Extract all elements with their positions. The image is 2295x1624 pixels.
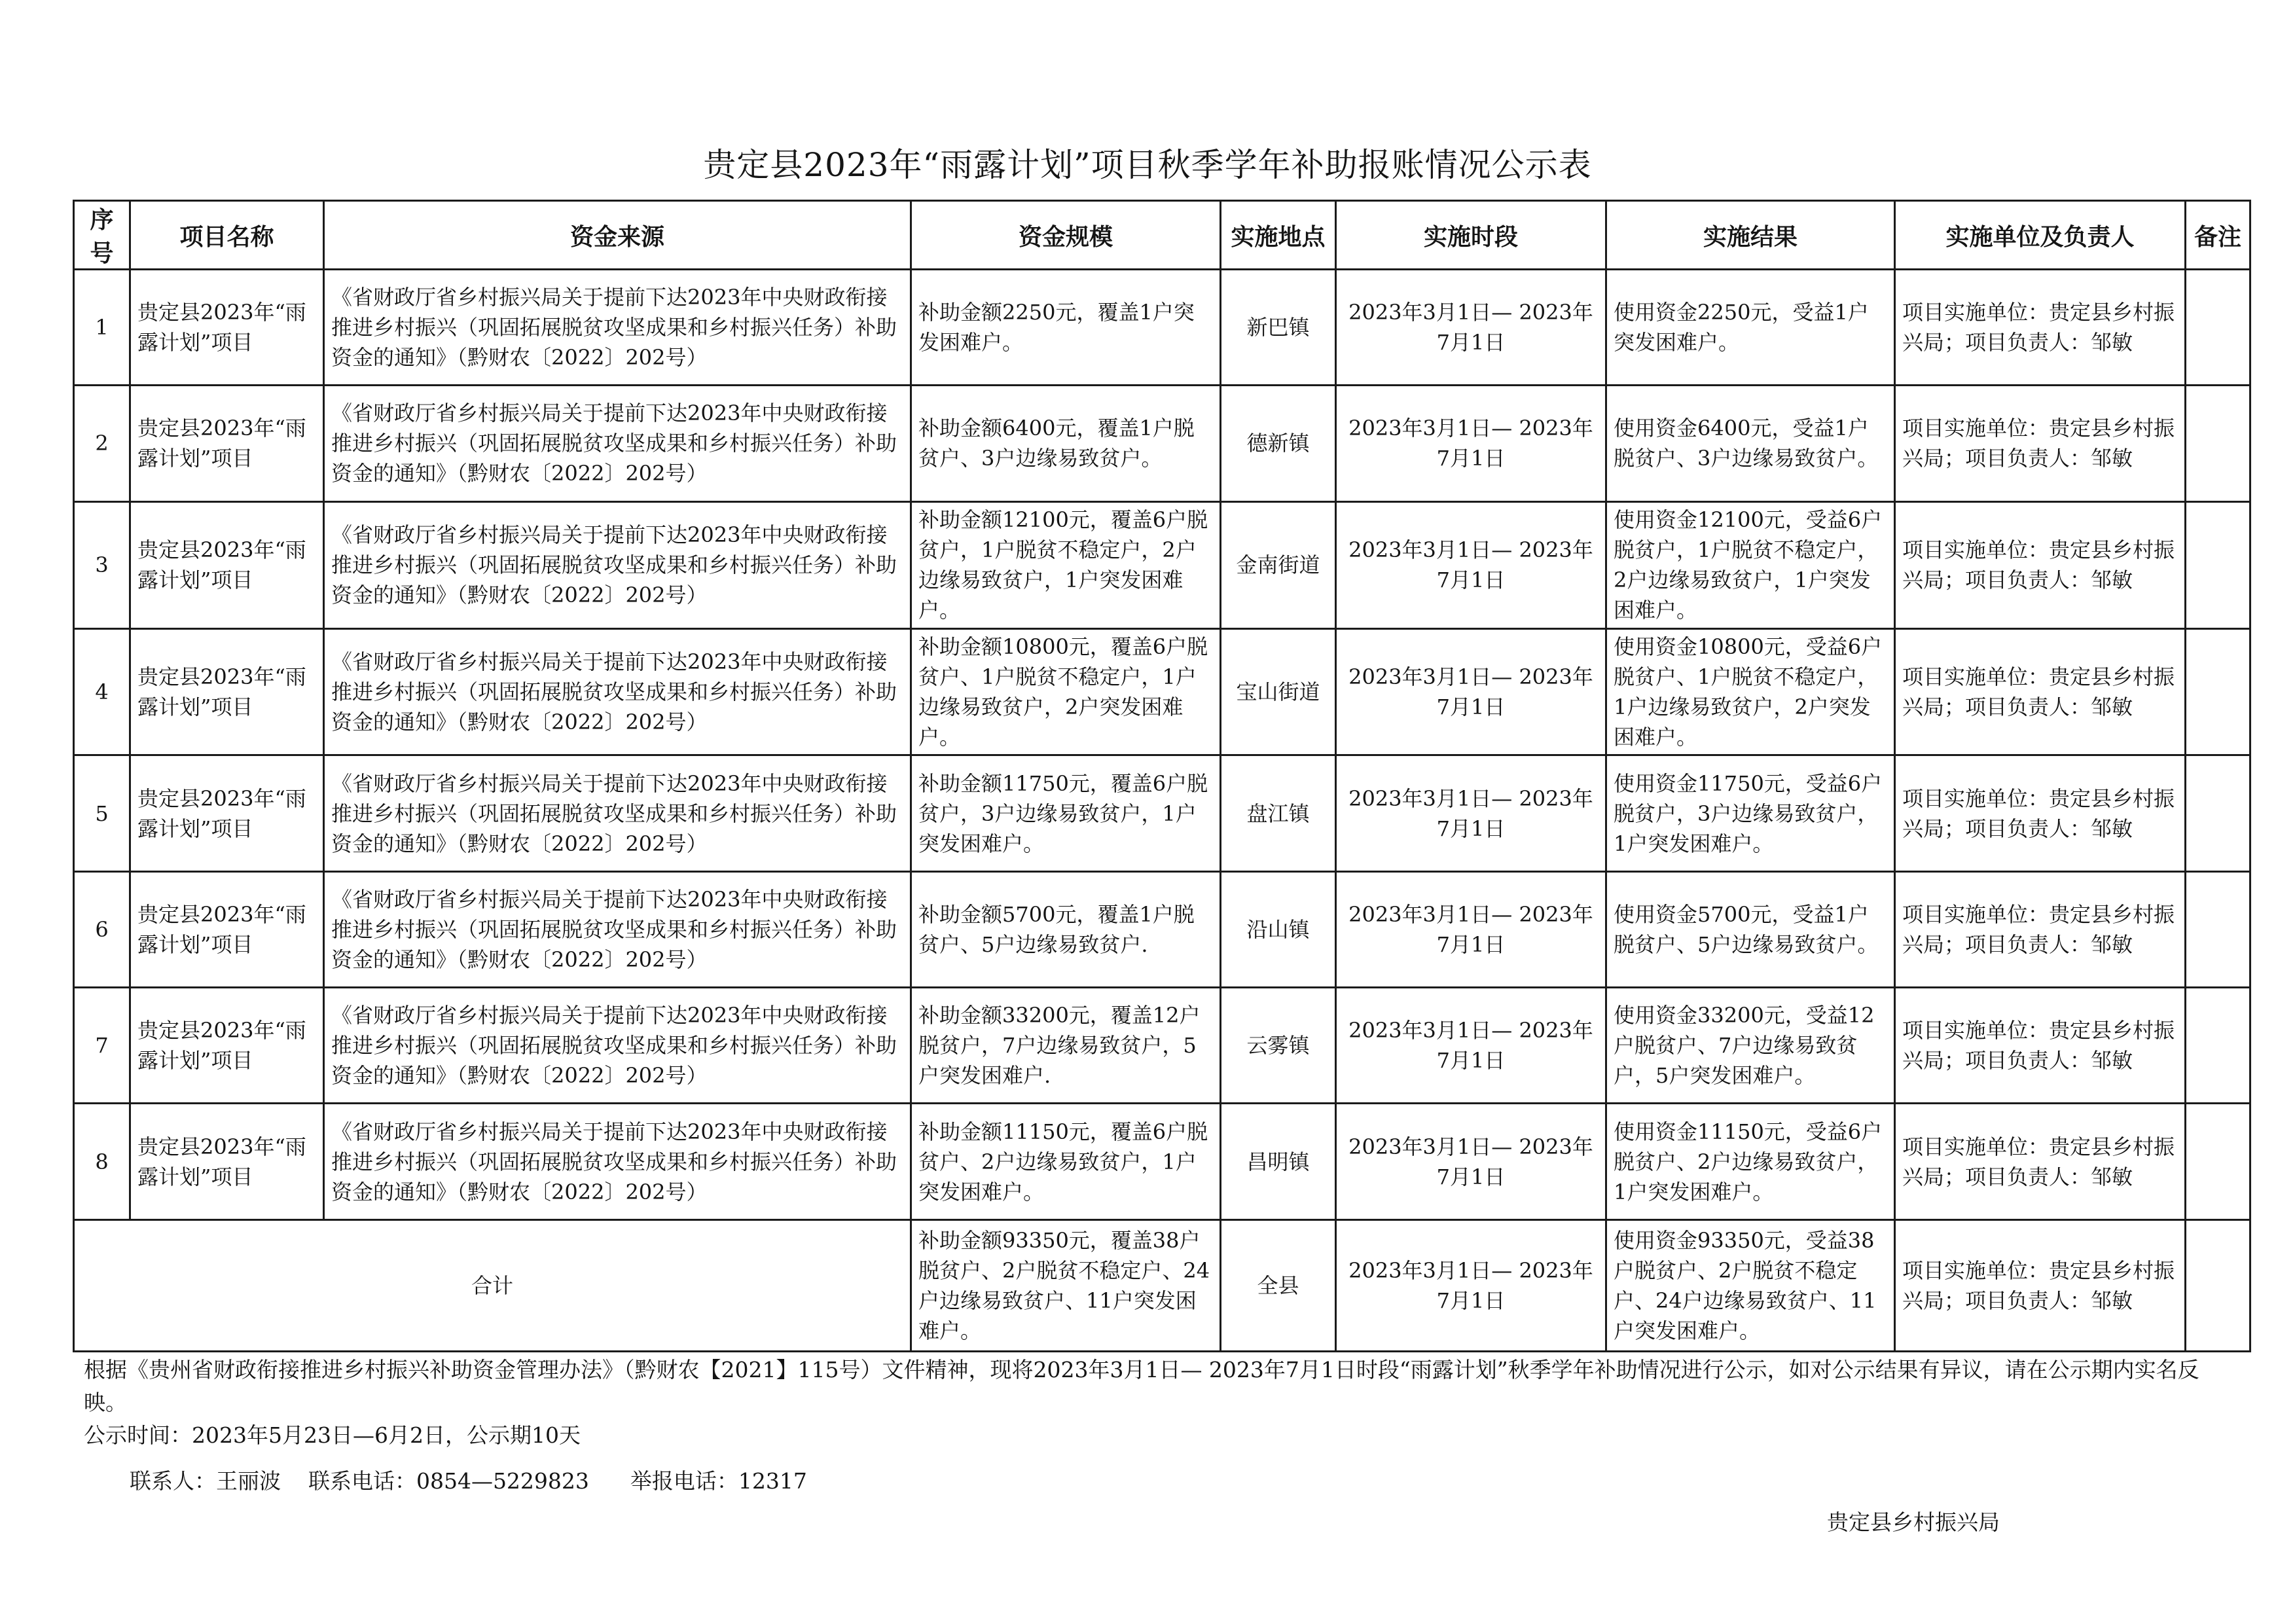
cell-project: 贵定县2023年“雨露计划”项目 [130,386,324,501]
cell-scale: 补助金额6400元，覆盖1户脱贫户、3户边缘易致贫户。 [911,386,1221,501]
cell-project: 贵定县2023年“雨露计划”项目 [130,871,324,987]
cell-seq: 6 [74,871,130,987]
cell-remark [2186,386,2250,501]
cell-unit: 项目实施单位：贵定县乡村振兴局；项目负责人：邹敏 [1895,755,2186,871]
cell-unit: 项目实施单位：贵定县乡村振兴局；项目负责人：邹敏 [1895,270,2186,386]
cell-result: 使用资金33200元，受益12户脱贫户、7户边缘易致贫户，5户突发困难户。 [1606,988,1895,1104]
cell-scale: 补助金额12100元，覆盖6户脱贫户，1户脱贫不稳定户，2户边缘易致贫户，1户突发困难户。 [911,501,1221,628]
header-row [74,201,2250,270]
total-unit: 项目实施单位：贵定县乡村振兴局；项目负责人：邹敏 [1895,1219,2186,1351]
cell-period: 2023年3月1日— 2023年7月1日 [1336,628,1606,755]
cell-seq: 3 [74,501,130,628]
cell-remark [2186,501,2250,628]
cell-result: 使用资金12100元，受益6户脱贫户，1户脱贫不稳定户，2户边缘易致贫户，1户突发困难户。 [1606,501,1895,628]
table-row [74,1104,2250,1219]
header-source: 资金来源 [324,201,911,270]
cell-project: 贵定县2023年“雨露计划”项目 [130,988,324,1104]
cell-period: 2023年3月1日— 2023年7月1日 [1336,871,1606,987]
table-row [74,988,2250,1104]
cell-place: 新巴镇 [1221,270,1336,386]
cell-place: 德新镇 [1221,386,1336,501]
cell-project: 贵定县2023年“雨露计划”项目 [130,1104,324,1219]
cell-unit: 项目实施单位：贵定县乡村振兴局；项目负责人：邹敏 [1895,501,2186,628]
cell-period: 2023年3月1日— 2023年7月1日 [1336,755,1606,871]
cell-scale: 补助金额5700元，覆盖1户脱贫户、5户边缘易致贫户. [911,871,1221,987]
cell-seq: 2 [74,386,130,501]
cell-source: 《省财政厅省乡村振兴局关于提前下达2023年中央财政衔接推进乡村振兴（巩固拓展脱贫攻坚成果和乡村振兴任务）补助资金的通知》（黔财农〔2022〕202号） [324,988,911,1104]
cell-seq: 8 [74,1104,130,1219]
cell-source: 《省财政厅省乡村振兴局关于提前下达2023年中央财政衔接推进乡村振兴（巩固拓展脱贫攻坚成果和乡村振兴任务）补助资金的通知》（黔财农〔2022〕202号） [324,628,911,755]
table-row [74,628,2250,755]
cell-source: 《省财政厅省乡村振兴局关于提前下达2023年中央财政衔接推进乡村振兴（巩固拓展脱贫攻坚成果和乡村振兴任务）补助资金的通知》（黔财农〔2022〕202号） [324,1104,911,1219]
cell-scale: 补助金额33200元，覆盖12户脱贫户，7户边缘易致贫户，5户突发困难户. [911,988,1221,1104]
cell-project: 贵定县2023年“雨露计划”项目 [130,270,324,386]
cell-place: 金南街道 [1221,501,1336,628]
header-scale: 资金规模 [911,201,1221,270]
cell-period: 2023年3月1日— 2023年7月1日 [1336,270,1606,386]
cell-remark [2186,988,2250,1104]
cell-unit: 项目实施单位：贵定县乡村振兴局；项目负责人：邹敏 [1895,988,2186,1104]
header-remark: 备注 [2186,201,2250,270]
table-row [74,270,2250,386]
cell-scale: 补助金额10800元，覆盖6户脱贫户、1户脱贫不稳定户，1户边缘易致贫户，2户突发困难户。 [911,628,1221,755]
cell-unit: 项目实施单位：贵定县乡村振兴局；项目负责人：邹敏 [1895,1104,2186,1219]
table-row [74,501,2250,628]
notes-period: 公示时间：2023年5月23日—6月2日，公示期10天 [84,1422,581,1448]
cell-remark [2186,270,2250,386]
cell-unit: 项目实施单位：贵定县乡村振兴局；项目负责人：邹敏 [1895,386,2186,501]
cell-seq: 4 [74,628,130,755]
header-place: 实施地点 [1221,201,1336,270]
cell-result: 使用资金6400元，受益1户脱贫户、3户边缘易致贫户。 [1606,386,1895,501]
table-row [74,755,2250,871]
cell-period: 2023年3月1日— 2023年7月1日 [1336,1104,1606,1219]
total-scale: 补助金额93350元，覆盖38户脱贫户、2户脱贫不稳定户、24户边缘易致贫户、11户突发困难户。 [911,1219,1221,1351]
header-unit: 实施单位及负责人 [1895,201,2186,270]
cell-remark [2186,628,2250,755]
subsidy-table [73,200,2251,1352]
notes-block [84,1354,2211,1452]
cell-place: 昌明镇 [1221,1104,1336,1219]
total-label: 合计 [74,1219,911,1351]
cell-scale: 补助金额2250元，覆盖1户突发困难户。 [911,270,1221,386]
cell-place: 云雾镇 [1221,988,1336,1104]
cell-scale: 补助金额11150元，覆盖6户脱贫户、2户边缘易致贫户，1户突发困难户。 [911,1104,1221,1219]
cell-period: 2023年3月1日— 2023年7月1日 [1336,501,1606,628]
total-remark [2186,1219,2250,1351]
notes-basis: 根据《贵州省财政衔接推进乡村振兴补助资金管理办法》（黔财农【2021】115号）文件精神，现将2023年3月1日— 2023年7月1日时段“雨露计划”秋季学年补助情况进行公示，如对公示结果有异议，请在公示期内实名反映。 [84,1357,2199,1415]
cell-place: 沿山镇 [1221,871,1336,987]
cell-source: 《省财政厅省乡村振兴局关于提前下达2023年中央财政衔接推进乡村振兴（巩固拓展脱贫攻坚成果和乡村振兴任务）补助资金的通知》（黔财农〔2022〕202号） [324,871,911,987]
header-period: 实施时段 [1336,201,1606,270]
cell-source: 《省财政厅省乡村振兴局关于提前下达2023年中央财政衔接推进乡村振兴（巩固拓展脱贫攻坚成果和乡村振兴任务）补助资金的通知》（黔财农〔2022〕202号） [324,270,911,386]
cell-unit: 项目实施单位：贵定县乡村振兴局；项目负责人：邹敏 [1895,628,2186,755]
total-period: 2023年3月1日— 2023年7月1日 [1336,1219,1606,1351]
cell-source: 《省财政厅省乡村振兴局关于提前下达2023年中央财政衔接推进乡村振兴（巩固拓展脱贫攻坚成果和乡村振兴任务）补助资金的通知》（黔财农〔2022〕202号） [324,501,911,628]
cell-result: 使用资金10800元，受益6户脱贫户、1户脱贫不稳定户，1户边缘易致贫户，2户突发困难户。 [1606,628,1895,755]
total-place: 全县 [1221,1219,1336,1351]
cell-seq: 7 [74,988,130,1104]
cell-place: 盘江镇 [1221,755,1336,871]
page-title: 贵定县2023年“雨露计划”项目秋季学年补助报账情况公示表 [703,146,1592,184]
cell-result: 使用资金11150元，受益6户脱贫户、2户边缘易致贫户，1户突发困难户。 [1606,1104,1895,1219]
issuer-name: 贵定县乡村振兴局 [1827,1509,2000,1535]
cell-place: 宝山街道 [1221,628,1336,755]
cell-result: 使用资金2250元，受益1户突发困难户。 [1606,270,1895,386]
cell-source: 《省财政厅省乡村振兴局关于提前下达2023年中央财政衔接推进乡村振兴（巩固拓展脱贫攻坚成果和乡村振兴任务）补助资金的通知》（黔财农〔2022〕202号） [324,386,911,501]
cell-period: 2023年3月1日— 2023年7月1日 [1336,988,1606,1104]
cell-project: 贵定县2023年“雨露计划”项目 [130,628,324,755]
total-result: 使用资金93350元，受益38户脱贫户、2户脱贫不稳定户、24户边缘易致贫户、11户突发困难户。 [1606,1219,1895,1351]
cell-remark [2186,871,2250,987]
cell-seq: 5 [74,755,130,871]
cell-result: 使用资金5700元，受益1户脱贫户、5户边缘易致贫户。 [1606,871,1895,987]
cell-result: 使用资金11750元，受益6户脱贫户，3户边缘易致贫户，1户突发困难户。 [1606,755,1895,871]
cell-project: 贵定县2023年“雨露计划”项目 [130,501,324,628]
table-row [74,386,2250,501]
header-seq: 序号 [74,201,130,270]
cell-source: 《省财政厅省乡村振兴局关于提前下达2023年中央财政衔接推进乡村振兴（巩固拓展脱贫攻坚成果和乡村振兴任务）补助资金的通知》（黔财农〔2022〕202号） [324,755,911,871]
cell-period: 2023年3月1日— 2023年7月1日 [1336,386,1606,501]
total-row [74,1219,2250,1351]
cell-remark [2186,755,2250,871]
cell-scale: 补助金额11750元，覆盖6户脱贫户，3户边缘易致贫户，1户突发困难户。 [911,755,1221,871]
cell-seq: 1 [74,270,130,386]
cell-project: 贵定县2023年“雨露计划”项目 [130,755,324,871]
cell-unit: 项目实施单位：贵定县乡村振兴局；项目负责人：邹敏 [1895,871,2186,987]
table-row [74,871,2250,987]
cell-remark [2186,1104,2250,1219]
contact-line: 联系人：王丽波 联系电话：0854—5229823 举报电话：12317 [130,1468,807,1494]
header-project: 项目名称 [130,201,324,270]
header-result: 实施结果 [1606,201,1895,270]
